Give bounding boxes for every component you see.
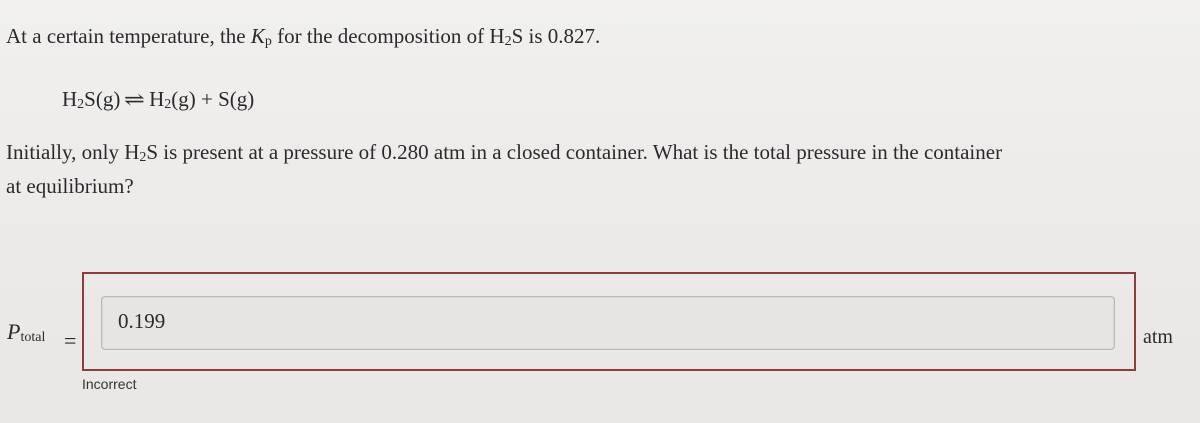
p-total-label [7,319,45,345]
question-text: Initially, only H [6,140,140,164]
question-text: S is present at a pressure of 0.280 atm in a closed container. What is the total pressure in the container [146,140,1003,164]
question-line-3 [6,138,1002,170]
product-rest: (g) + S(g) [171,87,255,111]
reactant-subscript: 2 [77,97,85,112]
question-text: for the decomposition of H [271,24,505,48]
kp-subscript: p [264,34,272,49]
product-subscript: 2 [164,97,172,112]
h2-subscript: 2 [504,34,512,49]
equals-sign: = [64,328,77,353]
question-line-4: at equilibrium? [6,174,134,198]
h2-subscript: 2 [139,150,147,165]
question-text: At a certain temperature, the [6,24,251,48]
equilibrium-arrow: ⇌ [124,89,146,111]
question-text: S is 0.827. [511,24,601,48]
unit-label: atm [1143,326,1173,348]
reactant: H [62,87,78,111]
product: H [149,87,165,111]
question-line-1 [6,22,600,54]
kp-symbol: K [250,24,265,48]
feedback-incorrect: Incorrect [82,376,137,392]
answer-input[interactable]: 0.199 [101,296,1115,350]
total-subscript: total [20,330,46,345]
reactant-rest: S(g) [84,87,121,111]
p-symbol: P [7,319,21,344]
reaction-equation [62,85,254,117]
